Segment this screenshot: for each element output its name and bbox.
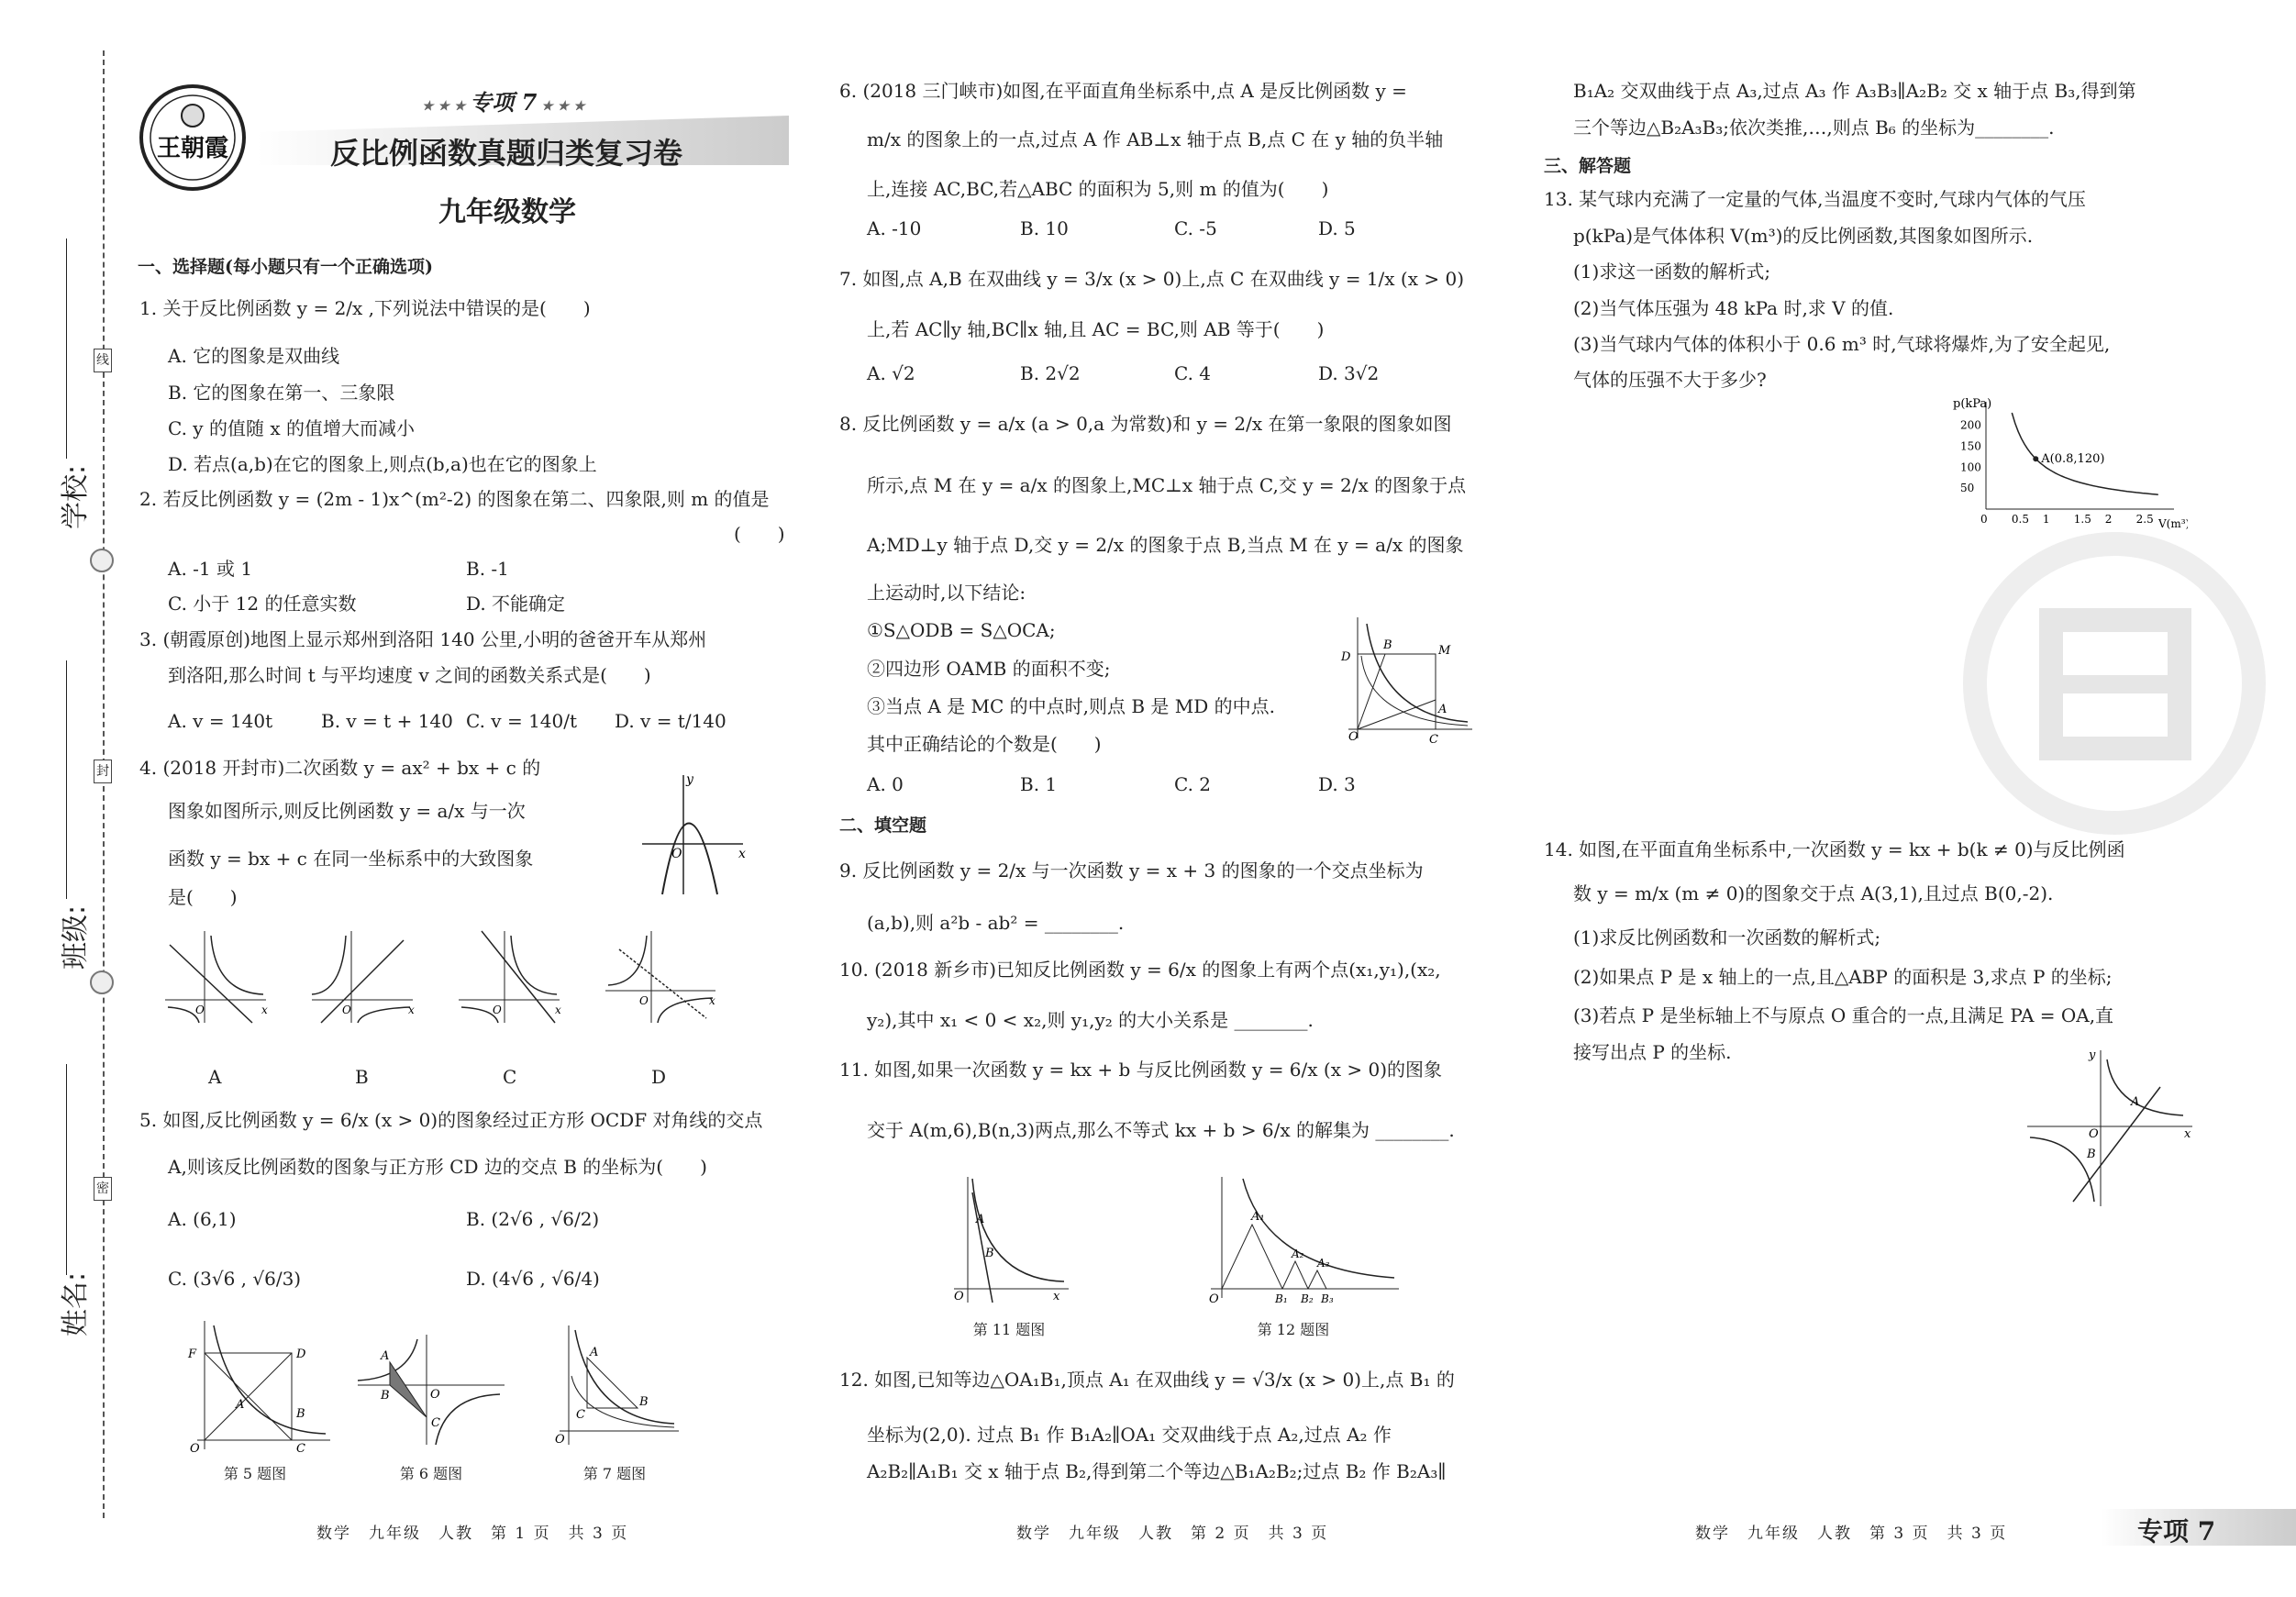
q6-line2: m/x 的图象上的一点,过点 A 作 AB⊥x 轴于点 B,点 C 在 y 轴的负半轴 (867, 128, 1444, 150)
svg-text:F: F (188, 1347, 197, 1361)
q8-statement-2: ②四边形 OAMB 的面积不变; (867, 658, 1111, 680)
footer-page2: 数学 九年级 人教 第 2 页 共 3 页 (1016, 1525, 1329, 1543)
q1-option-d[interactable]: D. 若点(a,b)在它的图象上,则点(b,a)也在它的图象上 (168, 453, 597, 475)
q13-line1: 13. 某气球内充满了一定量的气体,当温度不变时,气球内气体的气压 (1544, 188, 2086, 210)
binding-hole (90, 970, 114, 994)
svg-text:C: C (1429, 733, 1438, 747)
svg-text:B₃: B₃ (1321, 1292, 1334, 1305)
q5-line2: A,则该反比例函数的图象与正方形 CD 边的交点 B 的坐标为( ) (168, 1156, 707, 1178)
svg-text:y: y (2089, 1048, 2096, 1062)
svg-text:O: O (195, 1004, 205, 1016)
section-choice: 一、选择题(每小题只有一个正确选项) (138, 257, 433, 277)
q3-line2: 到洛阳,那么时间 t 与平均速度 v 之间的函数关系式是( ) (168, 664, 651, 686)
q13-pressure-chart (1949, 394, 2188, 536)
q13-y-tick: 200 (1960, 418, 1981, 432)
svg-text:B: B (2087, 1148, 2096, 1161)
q4-graph-c[interactable] (454, 926, 564, 1031)
q2-option-c[interactable]: C. 小于 12 的任意实数 (168, 593, 357, 615)
svg-text:O: O (954, 1290, 964, 1303)
q6-option-b[interactable]: B. 10 (1020, 217, 1069, 239)
q2-option-d[interactable]: D. 不能确定 (466, 593, 566, 615)
svg-text:O: O (555, 1433, 565, 1447)
q13-y-tick: 150 (1960, 439, 1981, 453)
svg-text:O: O (493, 1004, 502, 1016)
q4-graph-a[interactable] (161, 926, 271, 1031)
q4-line2: 图象如图所示,则反比例函数 y = a/x 与一次 (168, 800, 526, 822)
q8-line2: 所示,点 M 在 y = a/x 的图象上,MC⊥x 轴于点 C,交 y = 2/x 的图象于点 (867, 474, 1467, 496)
svg-text:A: A (976, 1213, 985, 1226)
q8-statement-1: ①S△ODB = S△OCA; (867, 619, 1056, 641)
svg-text:A: A (381, 1349, 390, 1363)
q14-part1: (1)求反比例函数和一次函数的解析式; (1573, 926, 1881, 948)
q6-option-a[interactable]: A. -10 (867, 217, 922, 239)
name-label: 姓名: (60, 1271, 93, 1337)
q8-line1: 8. 反比例函数 y = a/x (a > 0,a 为常数)和 y = 2/x 在第一象限的图象如图 (839, 413, 1452, 435)
footer-page3: 数学 九年级 人教 第 3 页 共 3 页 (1695, 1525, 2008, 1543)
svg-text:B: B (985, 1247, 994, 1260)
q1-option-a[interactable]: A. 它的图象是双曲线 (168, 345, 340, 367)
name-field[interactable] (66, 1064, 67, 1275)
q2-paren: ( ) (734, 523, 785, 545)
svg-text:x: x (1053, 1290, 1060, 1303)
q3-option-a[interactable]: A. v = 140t (168, 710, 273, 732)
footer-page1: 数学 九年级 人教 第 1 页 共 3 页 (316, 1525, 629, 1543)
q4-parabola-figure (633, 771, 752, 903)
q8-line3: A;MD⊥y 轴于点 D,交 y = 2/x 的图象于点 B,当点 M 在 y = a/x 的图象 (867, 534, 1464, 556)
q13-point-a (2033, 456, 2038, 461)
svg-text:C: C (431, 1416, 440, 1430)
class-label: 班级: (60, 904, 93, 970)
svg-text:x: x (709, 994, 715, 1007)
q8-line4: 上运动时,以下结论: (867, 582, 1026, 604)
q6-option-c[interactable]: C. -5 (1174, 217, 1217, 239)
q13-part2: (2)当气体压强为 48 kPa 时,求 V 的值. (1573, 297, 1894, 319)
q5-option-d[interactable]: D. (4√6 , √6/4) (466, 1268, 600, 1290)
q13-x-tick: 2 (2104, 513, 2113, 526)
svg-text:O: O (639, 994, 649, 1007)
q11-line1: 11. 如图,如果一次函数 y = kx + b 与反比例函数 y = 6/x (x > 0)的图象 (839, 1059, 1442, 1081)
q8-option-d[interactable]: D. 3 (1318, 773, 1356, 795)
q3-option-c[interactable]: C. v = 140/t (466, 710, 578, 732)
svg-text:x: x (408, 1004, 415, 1016)
q5-option-c[interactable]: C. (3√6 , √6/3) (168, 1268, 302, 1290)
q13-ylabel: p(kPa) (1953, 397, 1992, 411)
q1-option-c[interactable]: C. y 的值随 x 的值增大而减小 (168, 417, 415, 439)
tab-xian: 线 (94, 349, 112, 372)
svg-text:x: x (2184, 1127, 2191, 1141)
fig8 (1330, 610, 1477, 751)
svg-text:A₁: A₁ (1251, 1210, 1265, 1224)
q11-line2[interactable]: 交于 A(m,6),B(n,3)两点,那么不等式 kx + b > 6/x 的解集为 ________. (867, 1119, 1455, 1141)
q13-xlabel: V(m³) (2158, 517, 2188, 530)
fig6 (353, 1330, 509, 1453)
q10-line1: 10. (2018 新乡市)已知反比例函数 y = 6/x 的图象上有两个点(x₁,y₁),(x₂, (839, 959, 1441, 981)
svg-text:B₁: B₁ (1275, 1292, 1288, 1305)
fig12-caption: 第 12 题图 (1257, 1321, 1330, 1338)
q2-stem: 2. 若反比例函数 y = (2m - 1)x^(m²-2) 的图象在第二、四象限,则 m 的值是 (139, 488, 770, 510)
q13-x-tick: 2.5 (2135, 513, 2154, 526)
q10-line2[interactable]: y₂),其中 x₁ < 0 < x₂,则 y₁,y₂ 的大小关系是 ________. (867, 1009, 1314, 1031)
q12-line4: B₁A₂ 交双曲线于点 A₃,过点 A₃ 作 A₃B₃∥A₂B₂ 交 x 轴于点 B₃,得到第 (1573, 80, 2136, 102)
svg-text:C: C (576, 1408, 585, 1422)
q13-line2: p(kPa)是气体体积 V(m³)的反比例函数,其图象如图所示. (1573, 225, 2034, 247)
q13-chart-svg (1949, 394, 2188, 532)
logo-text: 王朝霞 (156, 135, 229, 162)
fig14 (2023, 1046, 2197, 1214)
q6-option-d[interactable]: D. 5 (1318, 217, 1356, 239)
q14-line1: 14. 如图,在平面直角坐标系中,一次函数 y = kx + b(k ≠ 0)与反比例函 (1544, 838, 2125, 860)
fig11-caption: 第 11 题图 (972, 1321, 1046, 1338)
svg-text:B: B (639, 1395, 649, 1409)
fig12 (1202, 1170, 1403, 1311)
svg-text:A: A (236, 1398, 245, 1412)
svg-text:A: A (1438, 703, 1447, 716)
q9-line2[interactable]: (a,b),则 a²b - ab² = ________. (867, 912, 1125, 934)
q13-point-label: A(0.8,120) (2041, 452, 2105, 467)
q6-line3: 上,连接 AC,BC,若△ABC 的面积为 5,则 m 的值为( ) (867, 178, 1329, 200)
q13-part1: (1)求这一函数的解析式; (1573, 261, 1771, 283)
q3-line1: 3. (朝霞原创)地图上显示郑州到洛阳 140 公里,小明的爸爸开车从郑州 (139, 628, 707, 650)
q13-x-tick: 1 (2042, 513, 2050, 526)
q6-line1: 6. (2018 三门峡市)如图,在平面直角坐标系中,点 A 是反比例函数 y = (839, 80, 1407, 102)
svg-text:x: x (738, 847, 746, 861)
svg-text:y: y (686, 772, 693, 787)
page-subtitle: 九年级数学 (438, 196, 576, 228)
q4-graph-b[interactable] (307, 926, 417, 1031)
q2-option-a[interactable]: A. -1 或 1 (168, 558, 253, 580)
q4-label-d: D (651, 1066, 667, 1088)
q7-option-b[interactable]: B. 2√2 (1020, 362, 1081, 384)
q7-line1: 7. 如图,点 A,B 在双曲线 y = 3/x (x > 0)上,点 C 在双曲线 y = 1/x (x > 0) (839, 268, 1465, 290)
svg-text:D: D (1341, 650, 1351, 664)
svg-text:O: O (1209, 1292, 1219, 1306)
q12-line2: 坐标为(2,0). 过点 B₁ 作 B₁A₂∥OA₁ 交双曲线于点 A₂,过点 A₂ 作 (867, 1424, 1392, 1446)
q1-option-b[interactable]: B. 它的图象在第一、三象限 (168, 382, 395, 404)
school-field[interactable] (66, 238, 67, 459)
q8-statement-4: 其中正确结论的个数是( ) (867, 733, 1102, 755)
q2-option-b[interactable]: B. -1 (466, 558, 509, 580)
q8-option-c[interactable]: C. 2 (1174, 773, 1212, 795)
svg-text:A: A (590, 1346, 599, 1359)
section-answer: 三、解答题 (1544, 156, 1632, 176)
footer-tag: 专项 7 (2137, 1516, 2216, 1547)
tab-mi: 密 (94, 1177, 112, 1201)
q13-x-tick: 1.5 (2073, 513, 2091, 526)
brand-logo (138, 83, 248, 193)
class-field[interactable] (66, 660, 67, 899)
svg-text:x: x (261, 1004, 268, 1016)
q13-x-tick: 0.5 (2011, 513, 2030, 526)
svg-text:x: x (555, 1004, 561, 1016)
fig7-caption: 第 7 题图 (582, 1465, 647, 1482)
q13-y-tick: 100 (1960, 460, 1981, 474)
svg-text:A₂: A₂ (1292, 1248, 1304, 1260)
svg-text:B: B (381, 1389, 390, 1403)
q12-line1: 12. 如图,已知等边△OA₁B₁,顶点 A₁ 在双曲线 y = √3/x (x > 0)上,点 B₁ 的 (839, 1369, 1455, 1391)
q3-option-d[interactable]: D. v = t/140 (615, 710, 727, 732)
fig6-caption: 第 6 题图 (399, 1465, 463, 1482)
tab-feng: 封 (94, 760, 112, 783)
q14-line2: 数 y = m/x (m ≠ 0)的图象交于点 A(3,1),且过点 B(0,-2). (1573, 882, 2054, 904)
q4-label-b: B (355, 1066, 369, 1088)
q1-stem: 1. 关于反比例函数 y = 2/x ,下列说法中错误的是( ) (139, 297, 591, 319)
fig11 (945, 1170, 1073, 1311)
q7-option-c[interactable]: C. 4 (1174, 362, 1212, 384)
q12-line5[interactable]: 三个等边△B₂A₃B₃;依次类推,…,则点 B₆ 的坐标为________. (1573, 116, 2055, 139)
q9-line1: 9. 反比例函数 y = 2/x 与一次函数 y = x + 3 的图象的一个交点坐标为 (839, 859, 1424, 882)
q8-option-a[interactable]: A. 0 (867, 773, 904, 795)
page-title: 反比例函数真题归类复习卷 (330, 136, 683, 171)
svg-text:D: D (296, 1347, 306, 1361)
q4-label-a: A (208, 1066, 222, 1088)
school-label: 学校: (60, 464, 93, 530)
q4-line4: 是( ) (168, 886, 238, 908)
binding-line (103, 50, 105, 1518)
q4-graph-d[interactable] (601, 926, 720, 1031)
q13-part4: 气体的压强不大于多少? (1573, 369, 1767, 391)
q7-option-d[interactable]: D. 3√2 (1318, 362, 1380, 384)
fig5 (179, 1316, 335, 1458)
svg-text:O: O (190, 1442, 200, 1454)
binding-hole (90, 549, 114, 572)
svg-text:O: O (342, 1004, 351, 1016)
svg-text:O: O (430, 1388, 440, 1402)
svg-text:O: O (2089, 1127, 2099, 1141)
q14-part4: 接写出点 P 的坐标. (1573, 1041, 1732, 1063)
q13-x-tick: 0 (1980, 513, 1988, 526)
series-label: ★ ★ ★ 专项 7 ★ ★ ★ (422, 89, 585, 116)
svg-text:A₃: A₃ (1317, 1257, 1330, 1270)
q7-line2: 上,若 AC∥y 轴,BC∥x 轴,且 AC = BC,则 AB 等于( ) (867, 318, 1325, 340)
q7-option-a[interactable]: A. √2 (867, 362, 915, 384)
watermark-stamp (1963, 532, 2266, 835)
section-fill: 二、填空题 (839, 815, 927, 836)
q14-part2: (2)如果点 P 是 x 轴上的一点,且△ABP 的面积是 3,求点 P 的坐标; (1573, 966, 2113, 988)
svg-text:O: O (1348, 730, 1359, 744)
svg-text:A: A (2131, 1095, 2140, 1109)
fig5-caption: 第 5 题图 (223, 1465, 287, 1482)
svg-text:O: O (671, 847, 682, 861)
q13-y-tick: 50 (1960, 482, 1975, 495)
fig7 (546, 1321, 683, 1453)
q5-line1: 5. 如图,反比例函数 y = 6/x (x > 0)的图象经过正方形 OCDF 对角线的交点 (139, 1109, 763, 1131)
svg-text:M: M (1438, 644, 1451, 658)
q4-line1: 4. (2018 开封市)二次函数 y = ax² + bx + c 的 (139, 757, 541, 779)
svg-text:C: C (296, 1442, 305, 1454)
q5-option-a[interactable]: A. (6,1) (168, 1208, 237, 1230)
svg-text:B: B (1383, 638, 1392, 652)
q12-line3: A₂B₂∥A₁B₁ 交 x 轴于点 B₂,得到第二个等边△B₁A₂B₂;过点 B₂ 作 B₂A₃∥ (867, 1460, 1447, 1482)
svg-text:B: B (296, 1407, 305, 1421)
q4-label-c: C (503, 1066, 517, 1088)
q5-option-b[interactable]: B. (2√6 , √6/2) (466, 1208, 600, 1230)
q14-part3: (3)若点 P 是坐标轴上不与原点 O 重合的一点,且满足 PA = OA,直 (1573, 1004, 2114, 1026)
q4-line3: 函数 y = bx + c 在同一坐标系中的大致图象 (168, 848, 534, 870)
q8-option-b[interactable]: B. 1 (1020, 773, 1058, 795)
svg-text:B₂: B₂ (1301, 1292, 1314, 1305)
q3-option-b[interactable]: B. v = t + 140 (321, 710, 453, 732)
q8-statement-3: ③当点 A 是 MC 的中点时,则点 B 是 MD 的中点. (867, 695, 1276, 717)
q13-part3: (3)当气球内气体的体积小于 0.6 m³ 时,气球将爆炸,为了安全起见, (1573, 333, 2111, 355)
